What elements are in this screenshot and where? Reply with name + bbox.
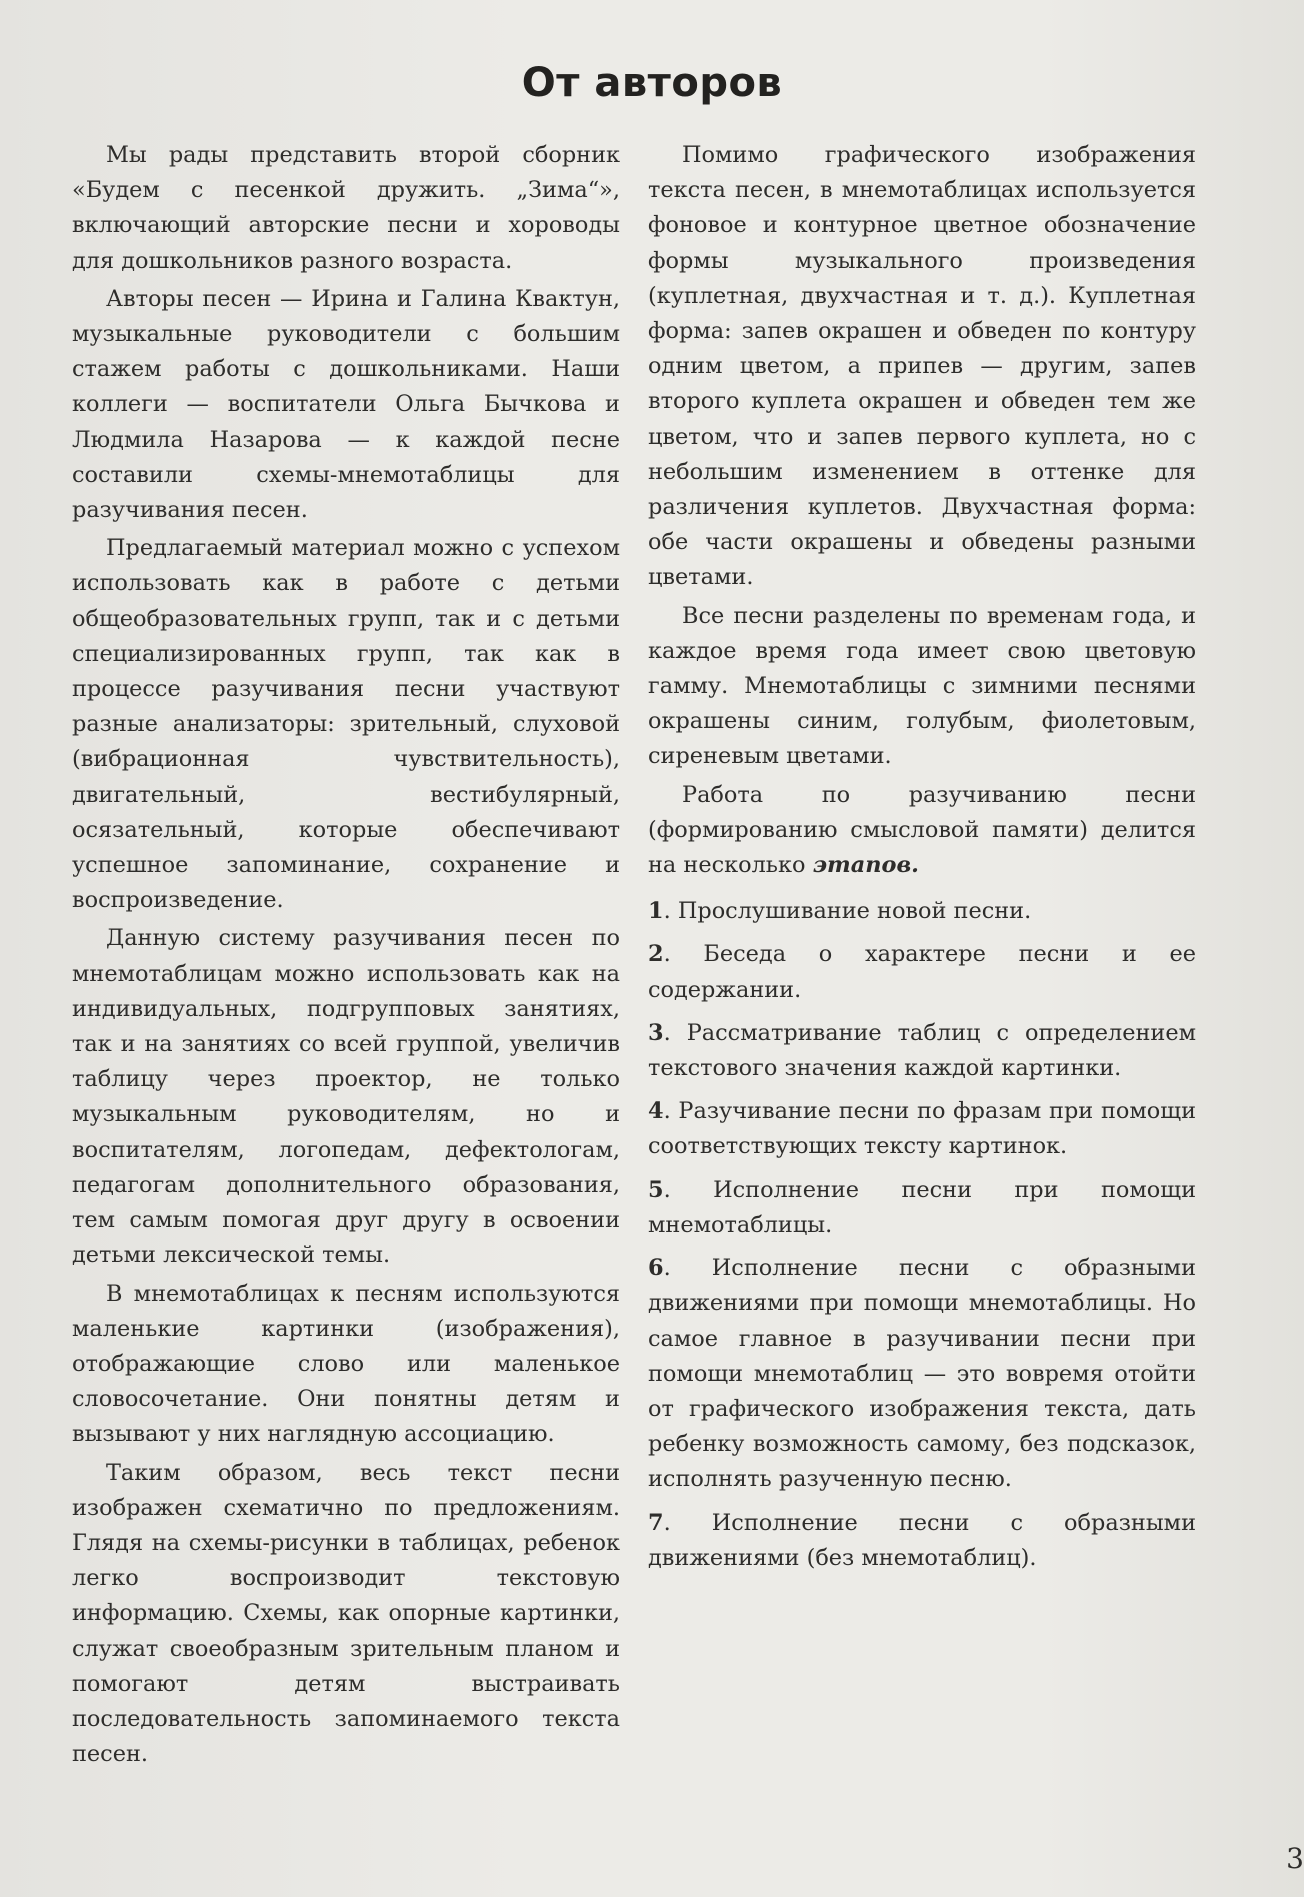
step-item (648, 894, 1196, 929)
right-column (648, 138, 1196, 1584)
step-number: 6 (648, 1255, 664, 1282)
step-text: . Исполнение песни с образными движениями при помощи мнемотаблицы. Но самое главное в разучивании песни при помощи мнемотаблиц — это вовремя отойти от графического изображения текста, дать ребенку возможность самому, без подсказок, исполнять разученную песню. (648, 1255, 1196, 1493)
left-column (72, 138, 620, 1775)
step-number: 3 (648, 1019, 664, 1046)
step-text: . Исполнение песни при помощи мнемотаблицы. (648, 1176, 1196, 1238)
step-item (648, 1506, 1196, 1576)
step-text: . Разучивание песни по фразам при помощи соответствующих тексту картинок. (648, 1098, 1196, 1160)
step-text: . Исполнение песни с образными движениями (без мнемотаблиц). (648, 1509, 1196, 1571)
step-item (648, 1173, 1196, 1243)
paragraph: Авторы песен — Ирина и Галина Квактун, музыкальные руководители с большим стажем работы с дошкольниками. Наши коллеги — воспитатели Ольга Бычкова и Людмила Назарова — к каждой песне составили схемы-мнемотаблицы для разучивания песен. (72, 285, 620, 524)
paragraph: Помимо графического изображения текста песен, в мнемотаблицах используется фоновое и контурное цветное обозначение формы музыкального произведения (куплетная, двухчастная и т. д.). Куплетная форма: запев окрашен и обведен по контуру одним цветом, а припев — другим, запев второго куплета окрашен и обведен тем же цветом, что и запев первого куплета, но с небольшим изменением в оттенке для различения куплетов. Двухчастная форма: обе части окрашены и обведены разными цветами. (648, 142, 1196, 591)
page-title: От авторов (521, 60, 783, 106)
step-text: . Рассматривание таблиц с определением текстового значения каждой картинки. (648, 1019, 1196, 1082)
stages-intro-paragraph (648, 778, 1196, 884)
paragraph: Мы рады представить второй сборник «Будем с песенкой дружить. „Зима“», включающий авторские песни и хороводы для дошкольников разного возраста. (72, 142, 620, 274)
paragraph: Данную систему разучивания песен по мнемотаблицам можно использовать как на индивидуальных, подгрупповых занятиях, так и на занятиях со всей группой, увеличив таблицу через проектор, не только музыкальным руководителям, но и воспитателям, логопедам, дефектологам, педагогам дополнительного образования, тем самым помогая друг другу в освоении детьми лексической темы. (72, 925, 620, 1269)
stages-emphasis: этапов. (812, 852, 919, 879)
paragraph: В мнемотаблицах к песням используются маленькие картинки (изображения), отображающие слово или маленькое словосочетание. Они понятны детям и вызывают у них наглядную ассоциацию. (72, 1280, 620, 1448)
step-item (648, 1251, 1196, 1497)
step-text: . Прослушивание новой песни. (663, 898, 1032, 925)
step-item (648, 1094, 1196, 1164)
page-number: 3 (1286, 1842, 1304, 1875)
paragraph: Все песни разделены по временам года, и каждое время года имеет свою цветовую гамму. Мнемотаблицы с зимними песнями окрашены синим, голубым, фиолетовым, сиреневым цветами. (648, 602, 1196, 770)
paragraph: Таким образом, весь текст песни изображен схематично по предложениям. Глядя на схемы-рисунки в таблицах, ребенок легко воспроизводит текстовую информацию. Схемы, как опорные картинки, служат своеобразным зрительным планом и помогают детям выстраивать последовательность запоминаемого текста песен. (72, 1459, 620, 1768)
step-number: 2 (648, 941, 664, 968)
step-number: 1 (648, 898, 664, 925)
step-item (648, 1016, 1196, 1086)
step-item (648, 937, 1196, 1007)
step-text: . Беседа о характере песни и ее содержании. (648, 941, 1196, 1003)
stages-intro-text: Работа по разучиванию песни (формированию смысловой памяти) делится на несколько (648, 781, 1196, 879)
step-number: 7 (648, 1509, 664, 1536)
step-number: 4 (648, 1098, 664, 1125)
step-number: 5 (648, 1176, 664, 1203)
paragraph: Предлагаемый материал можно с успехом использовать как в работе с детьми общеобразовательных групп, так и с детьми специализированных групп, так как в процессе разучивания песни участвуют разные анализаторы: зрительный, слуховой (вибрационная чувствительность), двигательный, вестибулярный, осязательный, которые обеспечивают успешное запоминание, сохранение и воспроизведение. (72, 535, 620, 914)
